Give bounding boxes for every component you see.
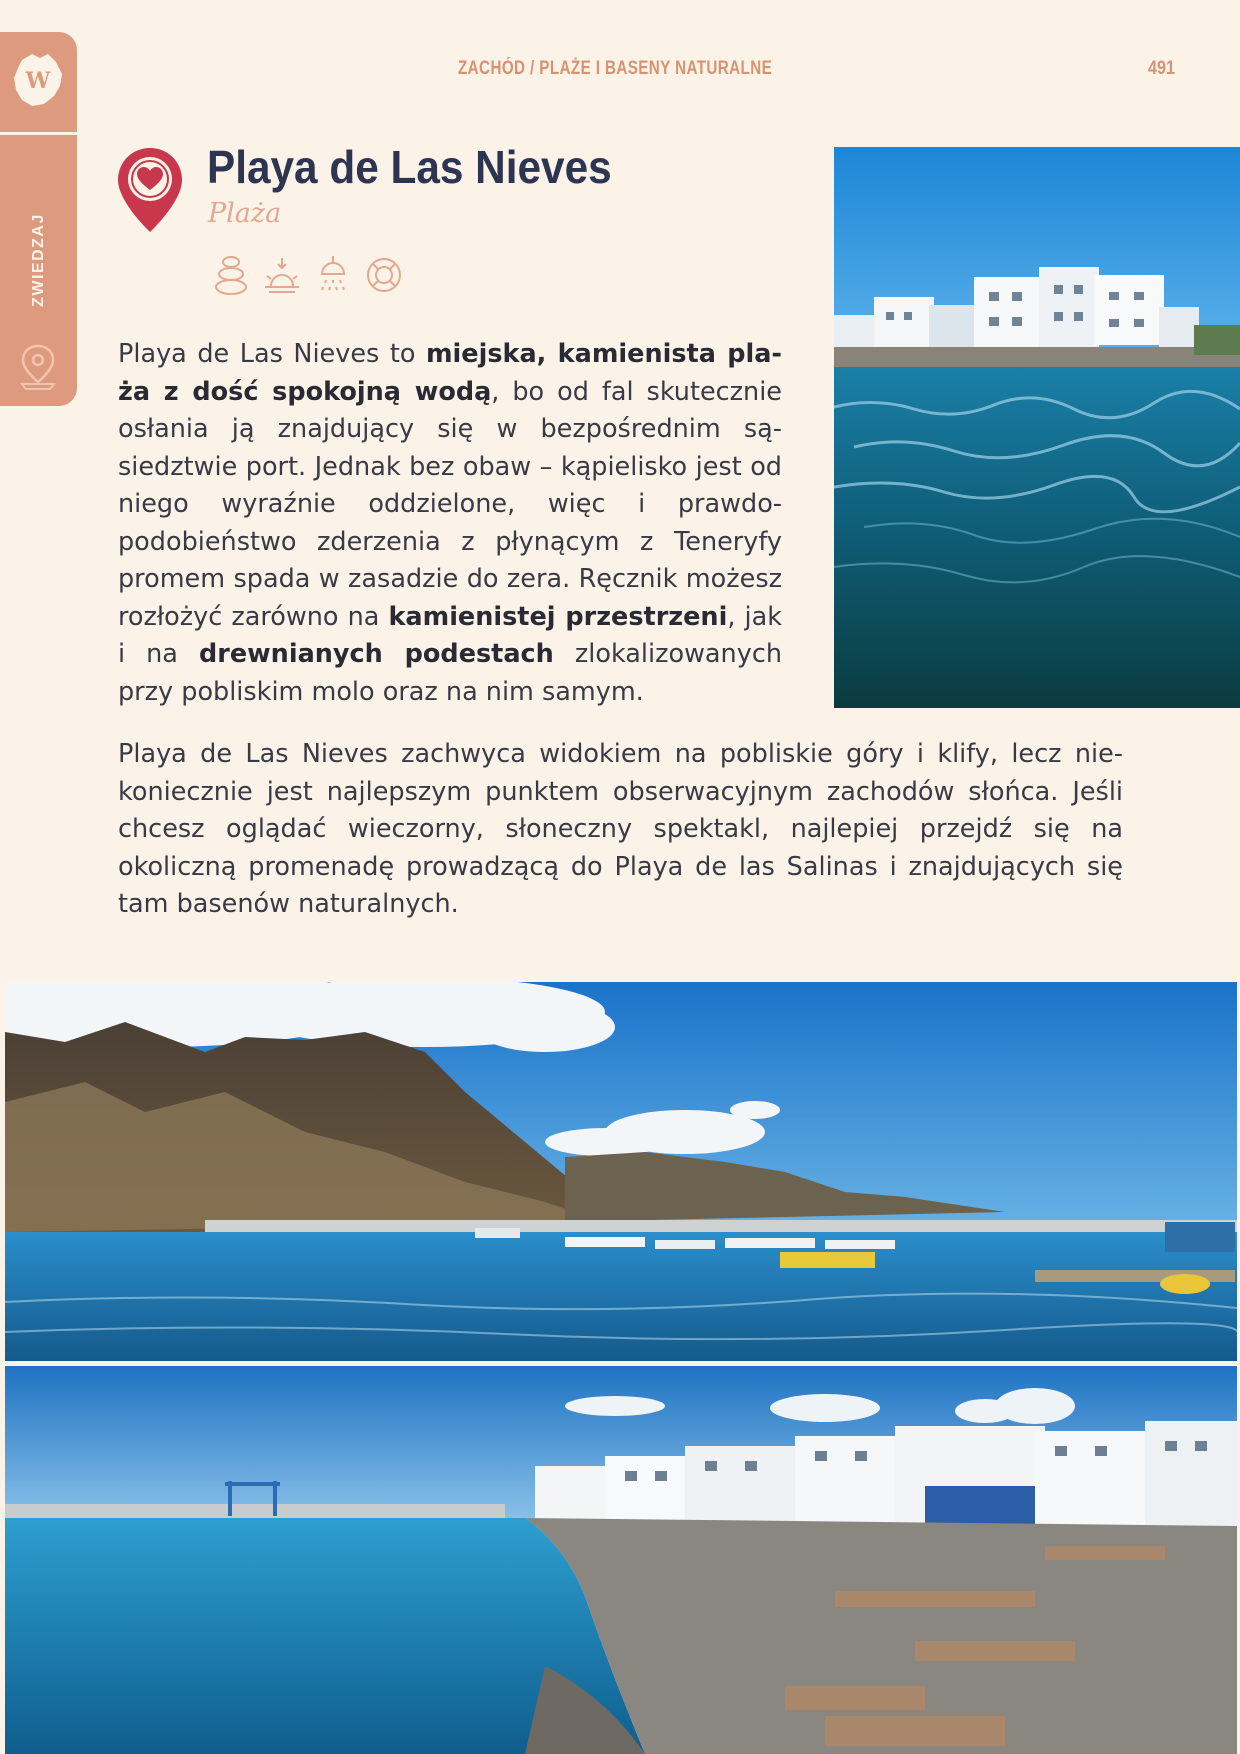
intro-paragraph — [118, 336, 782, 711]
bold-text-run: miejska, kamienista plaża z dość spokojną wodą — [118, 339, 783, 407]
running-head: ZACHÓD / PLAŻE I BASENY NATURALNE — [458, 58, 773, 79]
logo-letter: W — [25, 68, 51, 94]
island-logo-icon — [10, 50, 66, 110]
text-run: zlokalizowanych przy pobliskim molo oraz na nim samym. — [118, 639, 782, 707]
photo-sea-town — [834, 147, 1240, 708]
text-run: , jak i na — [118, 601, 782, 669]
second-paragraph — [118, 736, 1123, 924]
amenity-icons — [212, 254, 403, 296]
bold-text-run: drewnianych podestach — [199, 639, 554, 669]
side-section-tab[interactable] — [0, 32, 77, 406]
text-run: Playa de Las Nieves to — [118, 339, 426, 369]
heart-pin-icon — [116, 146, 184, 234]
photo-harbour-mountains — [5, 982, 1237, 1361]
shower-icon — [314, 254, 352, 296]
lifebuoy-icon — [365, 254, 403, 296]
text-run: , bo od fal skutecznie osłania ją znajdujący się w bezpośrednim sąsiedztwie port. Jednak bez obaw – kąpielisko jest od niego wyraźnie oddzielone, więc i prawdopodobieństwo zderzenia z płynącym z Teneryfy promem spada w zasadzie do zera. Ręcznik możesz rozłożyć zarówno na — [118, 376, 782, 632]
place-category: Plaża — [208, 198, 282, 229]
section-label: ZWIEDZAJ — [30, 213, 47, 307]
guide-logo-box — [0, 32, 77, 135]
map-pin-icon — [18, 342, 58, 390]
bold-text-run: kamienistej przestrzeni — [388, 601, 728, 632]
photo-beach-town — [5, 1366, 1237, 1754]
text-run: Playa de Las Nieves zachwyca widokiem na pobliskie góry i klify, lecz niekoniecznie jest najlepszym punktem obserwacyjnym zachodów słońca. Jeśli chcesz oglądać wieczorny, słoneczny spektakl, najlepiej przejdź się na okoliczną promenadę prowadzącą do Playa de las Salinas i znajdujących się tam basenów naturalnych. — [118, 739, 1123, 919]
page-number: 491 — [1148, 58, 1175, 79]
sunset-icon — [263, 254, 301, 296]
place-title: Playa de Las Nieves — [207, 141, 612, 193]
stones-icon — [212, 254, 250, 296]
